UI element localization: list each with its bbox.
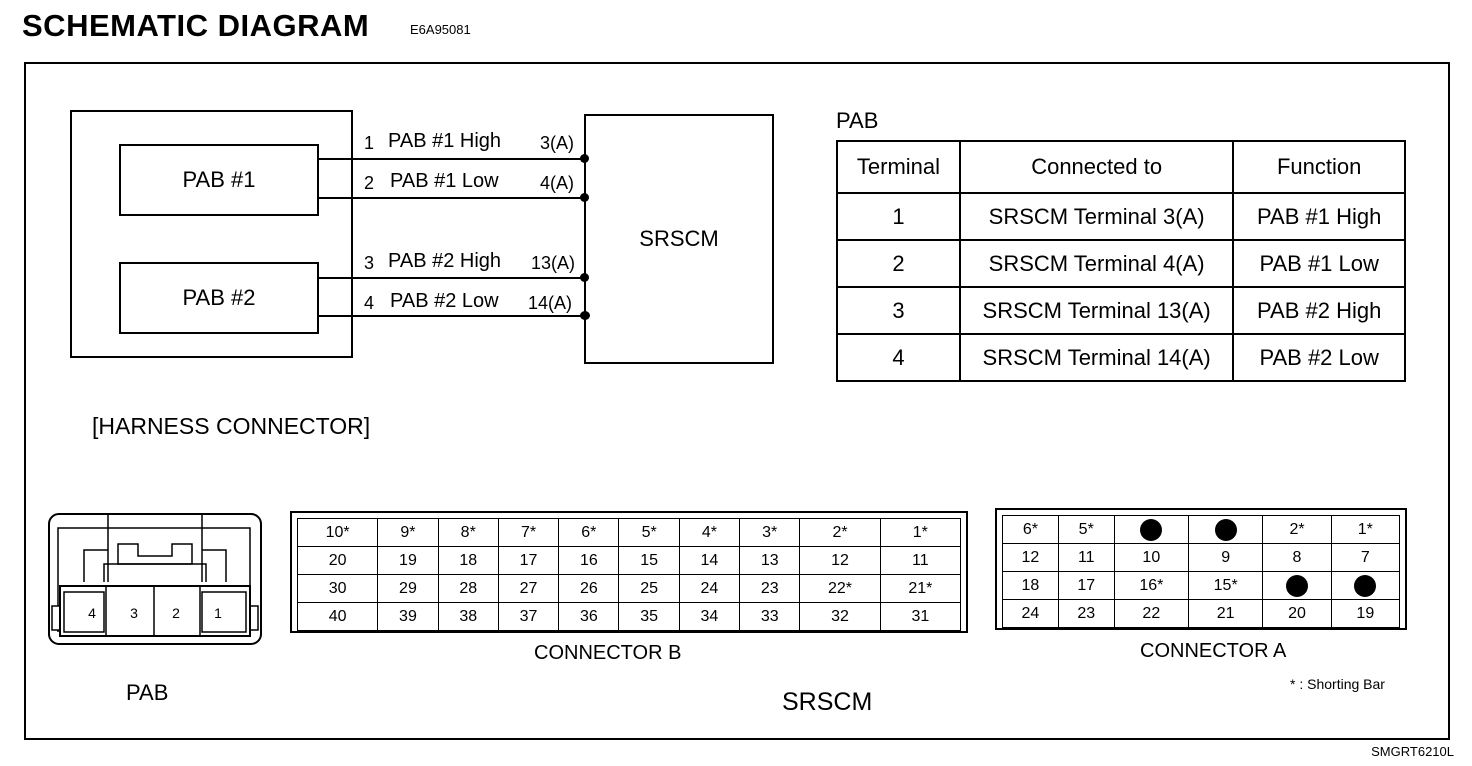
- junction-dot: [580, 273, 589, 282]
- connector-a-grid: [1002, 515, 1400, 628]
- pin-cell: 14: [679, 547, 739, 575]
- pab-connector-label: PAB: [126, 680, 169, 705]
- table-row: [837, 287, 1405, 334]
- pab2-box: [119, 262, 319, 334]
- wire-1-number: 1: [364, 133, 375, 153]
- pab-connector-drawing: [48, 512, 264, 646]
- table-row: [837, 334, 1405, 381]
- wire-3: [319, 277, 585, 279]
- pin-cell: 17: [1058, 572, 1114, 600]
- table-row: [837, 193, 1405, 240]
- pin-cell: [1263, 572, 1331, 600]
- pin-cell: 5*: [1058, 516, 1114, 544]
- document-code: E6A95081: [410, 22, 471, 37]
- column-header: Terminal: [837, 141, 960, 193]
- pin-cell: 27: [498, 575, 558, 603]
- wire-2-number: 2: [364, 173, 375, 193]
- connector-row: [1003, 572, 1400, 600]
- connector-b: [290, 511, 968, 633]
- pin-cell: 29: [378, 575, 438, 603]
- pin-cell: 2*: [1263, 516, 1331, 544]
- srscm-label: SRSCM: [639, 226, 719, 251]
- connector-b-grid: [297, 518, 961, 631]
- wire-3-name: PAB #2 High: [388, 250, 502, 272]
- table-cell: SRSCM Terminal 14(A): [960, 334, 1233, 381]
- pin-cell: 39: [378, 603, 438, 631]
- pin-cell: 4*: [679, 519, 739, 547]
- pin-cell: 18: [438, 547, 498, 575]
- pin-cell: 31: [880, 603, 960, 631]
- pin-cell: 3*: [740, 519, 800, 547]
- wire-4: [319, 315, 585, 317]
- table-cell: SRSCM Terminal 4(A): [960, 240, 1233, 287]
- wire-3-terminal: 13(A): [531, 253, 576, 273]
- wire-4-name: PAB #2 Low: [390, 290, 499, 312]
- table-cell: 3: [837, 287, 960, 334]
- pin-cell: 2*: [800, 519, 880, 547]
- pin-cell: 36: [559, 603, 619, 631]
- connector-row: [298, 519, 961, 547]
- pin-cell: 15*: [1189, 572, 1263, 600]
- pin-cell: 13: [740, 547, 800, 575]
- pin-cell: [1114, 516, 1188, 544]
- junction-dot: [580, 311, 590, 320]
- pin-cell: 8*: [438, 519, 498, 547]
- pin-cell: 22: [1114, 600, 1188, 628]
- pin-cell: 11: [880, 547, 960, 575]
- pin-cell: 18: [1003, 572, 1059, 600]
- pin-cell: 34: [679, 603, 739, 631]
- occupied-pin-icon: [1215, 519, 1237, 541]
- pin-cell: 7*: [498, 519, 558, 547]
- wire-2-name: PAB #1 Low: [390, 170, 499, 192]
- pin-cell: 11: [1058, 544, 1114, 572]
- table-cell: 2: [837, 240, 960, 287]
- pin-cell: 9: [1189, 544, 1263, 572]
- pin-cell: 25: [619, 575, 679, 603]
- pin-cell: 38: [438, 603, 498, 631]
- pab-pin-label: 4: [88, 605, 96, 621]
- pin-cell: 24: [679, 575, 739, 603]
- table-cell: PAB #1 Low: [1233, 240, 1405, 287]
- pab1-box: [119, 144, 319, 216]
- column-header: Connected to: [960, 141, 1233, 193]
- connector-row: [1003, 544, 1400, 572]
- pin-cell: [1331, 572, 1399, 600]
- wire-3-number: 3: [364, 253, 375, 273]
- pin-cell: 32: [800, 603, 880, 631]
- pin-cell: 30: [298, 575, 378, 603]
- pin-cell: 16: [559, 547, 619, 575]
- table-cell: PAB #2 Low: [1233, 334, 1405, 381]
- pin-cell: 23: [740, 575, 800, 603]
- pab1-label: PAB #1: [182, 167, 256, 192]
- table-cell: SRSCM Terminal 13(A): [960, 287, 1233, 334]
- junction-dot: [580, 154, 589, 163]
- table-row: [837, 240, 1405, 287]
- page-title: SCHEMATIC DIAGRAM: [22, 8, 370, 43]
- wire-2: [319, 197, 585, 199]
- pin-cell: 23: [1058, 600, 1114, 628]
- table-cell: 1: [837, 193, 960, 240]
- pin-cell: 10: [1114, 544, 1188, 572]
- table-cell: 4: [837, 334, 960, 381]
- pin-cell: 1*: [1331, 516, 1399, 544]
- pin-cell: 6*: [1003, 516, 1059, 544]
- wire-1-name: PAB #1 High: [388, 130, 502, 152]
- occupied-pin-icon: [1140, 519, 1162, 541]
- pin-cell: 26: [559, 575, 619, 603]
- pin-cell: 15: [619, 547, 679, 575]
- table-header-row: [837, 141, 1405, 193]
- wire-1-terminal: 3(A): [540, 133, 575, 153]
- pab-terminal-table: [836, 140, 1406, 382]
- pin-cell: 20: [1263, 600, 1331, 628]
- connector-row: [298, 603, 961, 631]
- pab-table-title: PAB: [836, 108, 879, 133]
- wire-4-number: 4: [364, 293, 375, 313]
- wire-1: [319, 158, 585, 160]
- pin-cell: 21*: [880, 575, 960, 603]
- wire-4-terminal: 14(A): [528, 293, 573, 313]
- table-cell: PAB #2 High: [1233, 287, 1405, 334]
- pin-cell: 12: [800, 547, 880, 575]
- connector-b-label: CONNECTOR B: [534, 642, 682, 664]
- pin-cell: 20: [298, 547, 378, 575]
- pin-cell: 17: [498, 547, 558, 575]
- harness-connector-title: [HARNESS CONNECTOR]: [92, 413, 371, 439]
- pin-cell: 35: [619, 603, 679, 631]
- pin-cell: 6*: [559, 519, 619, 547]
- pab-pin-label: 2: [172, 605, 180, 621]
- pab2-label: PAB #2: [182, 285, 256, 310]
- srscm-connector-label: SRSCM: [782, 688, 873, 716]
- connector-a-label: CONNECTOR A: [1140, 640, 1287, 662]
- occupied-pin-icon: [1354, 575, 1376, 597]
- pin-cell: 10*: [298, 519, 378, 547]
- pin-cell: [1189, 516, 1263, 544]
- pin-cell: 1*: [880, 519, 960, 547]
- pin-cell: 8: [1263, 544, 1331, 572]
- pin-cell: 16*: [1114, 572, 1188, 600]
- pin-cell: 24: [1003, 600, 1059, 628]
- pin-cell: 37: [498, 603, 558, 631]
- connector-row: [298, 547, 961, 575]
- srscm-box: [584, 114, 774, 364]
- pin-cell: 5*: [619, 519, 679, 547]
- pin-cell: 21: [1189, 600, 1263, 628]
- pin-cell: 28: [438, 575, 498, 603]
- pin-cell: 12: [1003, 544, 1059, 572]
- column-header: Function: [1233, 141, 1405, 193]
- figure-code: SMGRT6210L: [1371, 744, 1454, 759]
- pin-cell: 9*: [378, 519, 438, 547]
- shorting-bar-note: * : Shorting Bar: [1290, 676, 1385, 692]
- pab-pin-label: 1: [214, 605, 222, 621]
- table-cell: SRSCM Terminal 3(A): [960, 193, 1233, 240]
- pin-cell: 7: [1331, 544, 1399, 572]
- connector-row: [298, 575, 961, 603]
- pin-cell: 40: [298, 603, 378, 631]
- connector-row: [1003, 600, 1400, 628]
- pin-cell: 19: [378, 547, 438, 575]
- pab-pin-label: 3: [130, 605, 138, 621]
- junction-dot: [580, 193, 589, 202]
- wire-2-terminal: 4(A): [540, 173, 575, 193]
- connector-row: [1003, 516, 1400, 544]
- pin-cell: 22*: [800, 575, 880, 603]
- pin-cell: 19: [1331, 600, 1399, 628]
- table-cell: PAB #1 High: [1233, 193, 1405, 240]
- occupied-pin-icon: [1286, 575, 1308, 597]
- pin-cell: 33: [740, 603, 800, 631]
- connector-a: [995, 508, 1407, 630]
